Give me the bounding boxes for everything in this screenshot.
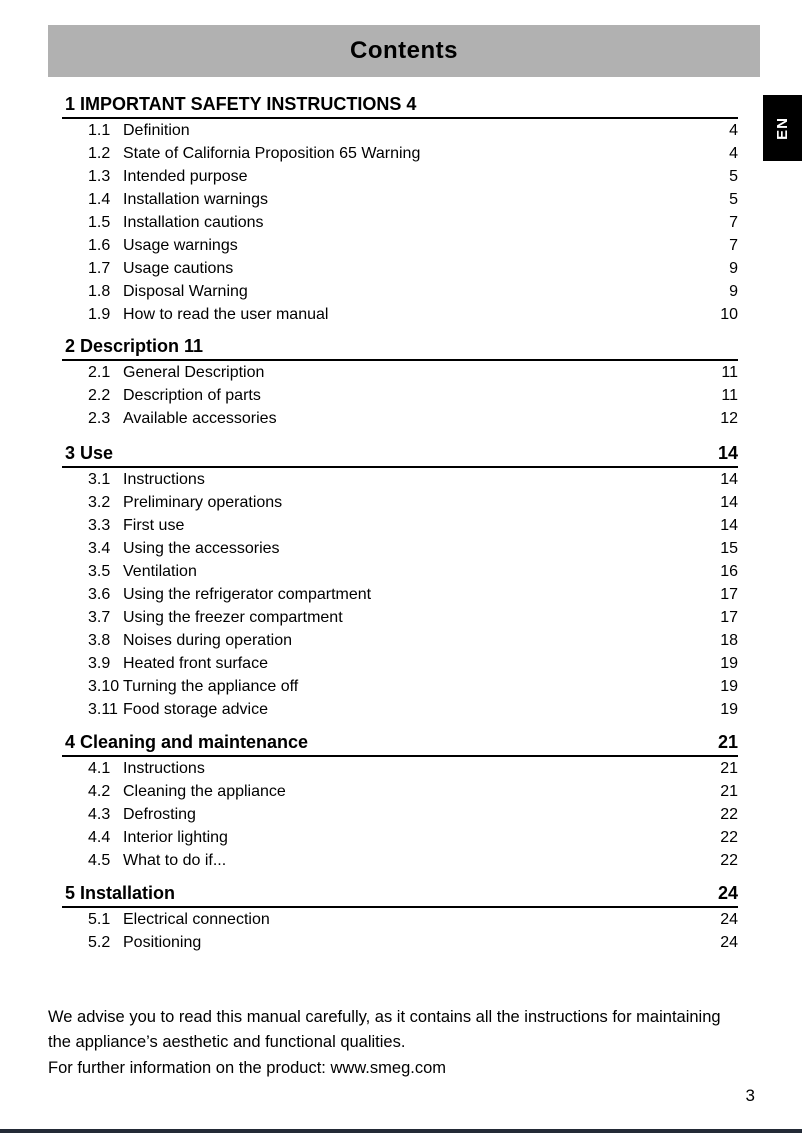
entry-title: Ventilation	[123, 562, 197, 580]
language-tab	[763, 95, 802, 161]
entry-number: 4.5	[88, 851, 111, 869]
section-heading	[62, 884, 738, 902]
toc-entries	[62, 468, 738, 721]
toc-entry	[62, 211, 738, 234]
toc-entry	[62, 537, 738, 560]
toc-entry	[62, 780, 738, 803]
entry-number: 1.6	[88, 236, 111, 254]
entry-page: 19	[720, 654, 738, 672]
entry-page: 22	[720, 851, 738, 869]
toc-entries	[62, 757, 738, 872]
toc-entry	[62, 757, 738, 780]
entry-title: Available accessories	[123, 409, 277, 427]
toc-entry	[62, 280, 738, 303]
entry-title: Food storage advice	[123, 700, 268, 718]
entry-title: Installation cautions	[123, 213, 264, 231]
toc-entry	[62, 384, 738, 407]
entry-number: 1.3	[88, 167, 111, 185]
toc-entry	[62, 514, 738, 537]
toc-entry	[62, 165, 738, 188]
entry-page: 22	[720, 828, 738, 846]
section-heading	[62, 444, 738, 462]
toc-entry	[62, 675, 738, 698]
section-heading-page: 21	[717, 732, 738, 752]
entry-title: Disposal Warning	[123, 282, 248, 300]
entry-title: Instructions	[123, 759, 205, 777]
section-heading-page: 14	[717, 443, 738, 463]
entry-page: 11	[721, 363, 738, 381]
entry-page: 5	[729, 190, 738, 208]
entry-title: Usage warnings	[123, 236, 238, 254]
toc-entry	[62, 652, 738, 675]
footer-line: We advise you to read this manual carefully, as it contains all the instructions for maintaining	[48, 1008, 721, 1026]
toc-entry	[62, 303, 738, 326]
entry-page: 18	[720, 631, 738, 649]
contents-header-bar	[48, 25, 760, 77]
entry-title: Preliminary operations	[123, 493, 283, 511]
toc-section	[62, 337, 738, 430]
entry-page: 5	[729, 167, 738, 185]
entry-number: 3.2	[88, 493, 111, 511]
toc-entry	[62, 119, 738, 142]
entry-number: 3.4	[88, 539, 111, 557]
entry-title: First use	[123, 516, 185, 534]
section-heading-title: 3 Use	[65, 443, 114, 463]
toc-entry	[62, 803, 738, 826]
entry-page: 9	[729, 282, 738, 300]
bottom-bar	[0, 1129, 802, 1133]
entry-page: 12	[720, 409, 738, 427]
toc-section	[62, 733, 738, 872]
entry-title: Electrical connection	[123, 910, 270, 928]
entry-number: 5.2	[88, 933, 111, 951]
section-heading	[62, 337, 738, 355]
entry-title: General Description	[123, 363, 265, 381]
entry-title: Turning the appliance off	[123, 677, 299, 695]
toc-entry	[62, 188, 738, 211]
entry-title: Using the refrigerator compartment	[123, 585, 372, 603]
section-heading	[62, 95, 738, 113]
toc-entry	[62, 826, 738, 849]
entry-title: Instructions	[123, 470, 205, 488]
entry-number: 4.1	[88, 759, 111, 777]
toc-entries	[62, 119, 738, 326]
toc-entries	[62, 361, 738, 430]
entry-number: 3.1	[88, 470, 111, 488]
toc-entries	[62, 908, 738, 954]
toc-entry	[62, 257, 738, 280]
entry-number: 4.4	[88, 828, 111, 846]
entry-page: 24	[720, 933, 738, 951]
entry-page: 14	[720, 516, 738, 534]
toc-entry	[62, 142, 738, 165]
toc-entry	[62, 849, 738, 872]
entry-title: Definition	[123, 121, 190, 139]
entry-number: 1.8	[88, 282, 111, 300]
entry-number: 2.3	[88, 409, 111, 427]
entry-number: 3.11	[88, 700, 118, 718]
entry-page: 19	[720, 700, 738, 718]
toc-section	[62, 95, 738, 326]
entry-page: 21	[720, 782, 738, 800]
entry-page: 16	[720, 562, 738, 580]
toc-entry	[62, 629, 738, 652]
toc-section	[62, 444, 738, 721]
toc-entry	[62, 583, 738, 606]
entry-title: Installation warnings	[123, 190, 268, 208]
entry-title: Noises during operation	[123, 631, 292, 649]
section-heading-page: 24	[717, 883, 738, 903]
entry-page: 11	[721, 386, 738, 404]
entry-page: 4	[729, 121, 738, 139]
entry-number: 1.9	[88, 305, 111, 323]
entry-title: Heated front surface	[123, 654, 268, 672]
entry-page: 19	[720, 677, 738, 695]
toc-entry	[62, 234, 738, 257]
toc-section	[62, 884, 738, 954]
entry-page: 24	[720, 910, 738, 928]
entry-number: 4.3	[88, 805, 111, 823]
toc-entry	[62, 606, 738, 629]
toc-entry	[62, 468, 738, 491]
entry-page: 22	[720, 805, 738, 823]
entry-number: 3.5	[88, 562, 111, 580]
footer-line: the appliance’s aesthetic and functional qualities.	[48, 1033, 406, 1051]
section-heading-title: 4 Cleaning and maintenance	[65, 732, 309, 752]
entry-title: Usage cautions	[123, 259, 234, 277]
entry-number: 5.1	[88, 910, 111, 928]
entry-title: How to read the user manual	[123, 305, 329, 323]
toc	[62, 95, 738, 954]
toc-entry	[62, 931, 738, 954]
section-heading-title: 1 IMPORTANT SAFETY INSTRUCTIONS 4	[65, 94, 417, 114]
entry-number: 1.7	[88, 259, 111, 277]
section-heading-title: 5 Installation	[65, 883, 176, 903]
section-heading-title: 2 Description 11	[65, 336, 204, 356]
entry-page: 14	[720, 493, 738, 511]
entry-title: Positioning	[123, 933, 202, 951]
entry-page: 14	[720, 470, 738, 488]
toc-entry	[62, 491, 738, 514]
page-title: Contents	[350, 37, 458, 64]
entry-page: 7	[729, 213, 738, 231]
entry-number: 3.3	[88, 516, 111, 534]
entry-page: 17	[720, 608, 738, 626]
entry-title: Using the accessories	[123, 539, 280, 557]
page-number: 3	[745, 1086, 755, 1105]
entry-page: 7	[729, 236, 738, 254]
entry-number: 3.8	[88, 631, 111, 649]
toc-entry	[62, 908, 738, 931]
entry-title: Interior lighting	[123, 828, 228, 846]
entry-title: Cleaning the appliance	[123, 782, 286, 800]
entry-page: 17	[720, 585, 738, 603]
entry-number: 4.2	[88, 782, 111, 800]
entry-page: 21	[720, 759, 738, 777]
entry-title: State of California Proposition 65 Warning	[123, 144, 421, 162]
entry-number: 3.9	[88, 654, 111, 672]
entry-title: Using the freezer compartment	[123, 608, 343, 626]
toc-entry	[62, 560, 738, 583]
entry-title: Defrosting	[123, 805, 196, 823]
toc-entry	[62, 407, 738, 430]
entry-number: 1.1	[88, 121, 111, 139]
footer-note	[48, 1005, 764, 1081]
entry-number: 2.1	[88, 363, 111, 381]
entry-number: 2.2	[88, 386, 111, 404]
entry-number: 3.7	[88, 608, 111, 626]
entry-number: 1.4	[88, 190, 111, 208]
entry-page: 10	[720, 305, 738, 323]
toc-entry	[62, 361, 738, 384]
entry-number: 3.10	[88, 677, 120, 695]
language-tab-label: EN	[774, 116, 791, 140]
entry-number: 1.5	[88, 213, 111, 231]
toc-entry	[62, 698, 738, 721]
entry-page: 9	[729, 259, 738, 277]
section-heading	[62, 733, 738, 751]
entry-number: 1.2	[88, 144, 111, 162]
entry-title: What to do if...	[123, 851, 227, 869]
entry-number: 3.6	[88, 585, 111, 603]
entry-page: 15	[720, 539, 738, 557]
entry-page: 4	[729, 144, 738, 162]
entry-title: Description of parts	[123, 386, 261, 404]
entry-title: Intended purpose	[123, 167, 248, 185]
footer-line: For further information on the product: www.smeg.com	[48, 1059, 446, 1077]
